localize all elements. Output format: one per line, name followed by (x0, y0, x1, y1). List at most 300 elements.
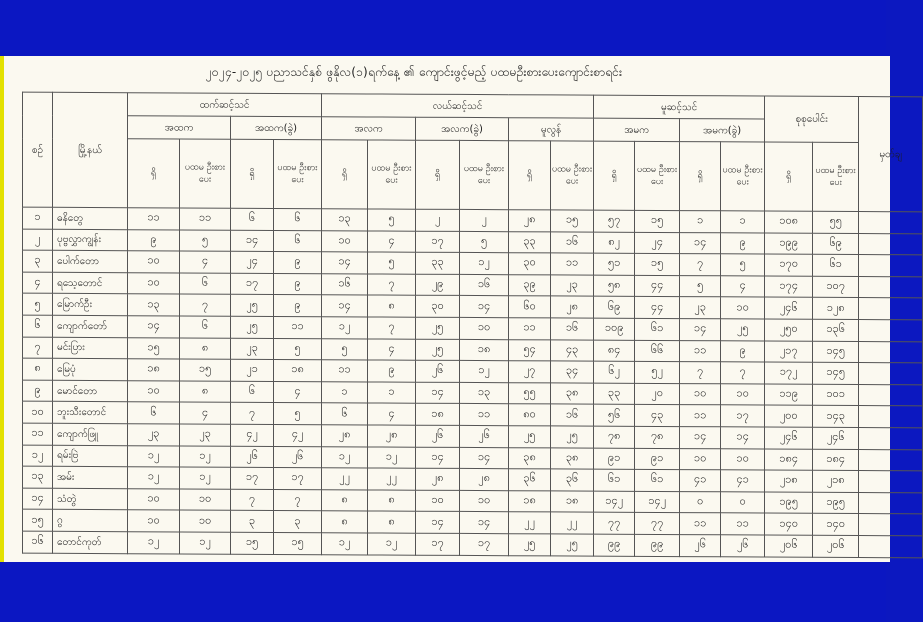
value-cell: ၉ (368, 360, 416, 382)
value-cell: ၇ (231, 403, 274, 425)
value-cell: ၁၇၄ (765, 276, 813, 298)
value-cell: ၁၄၂ (594, 491, 635, 513)
value-cell: ၁၁ (460, 404, 509, 426)
value-cell: ၁၄ (322, 295, 368, 317)
value-cell: ၂၄ (231, 251, 274, 273)
col-head-have: ရှိ (594, 141, 635, 210)
value-cell: ၁၁ (509, 318, 551, 340)
value-cell: ၁၄ (680, 232, 721, 254)
value-cell: ၁၁ (721, 513, 765, 535)
col-head-priority: ပထမ ဦးစား ပေး (460, 140, 509, 209)
value-cell: ၁၂၈ (813, 298, 859, 320)
header-sub-6: အမက (594, 118, 680, 141)
value-cell: ၂၅ (721, 319, 765, 341)
col-head-priority: ပထမ ဦးစား ပေး (635, 141, 680, 210)
value-cell: ၁၈ (460, 339, 509, 361)
township-name: တောင်ကုတ် (53, 531, 128, 553)
value-cell: ၁၄၂ (635, 491, 680, 513)
value-cell: ၂၈ (509, 210, 551, 232)
remarks-cell (859, 233, 923, 255)
value-cell: ၁၁ (322, 360, 368, 382)
value-cell: ၁၅ (231, 532, 274, 554)
value-cell: ၂၆ (721, 535, 765, 557)
value-cell: ၅ (368, 252, 416, 274)
remarks-cell (859, 492, 923, 514)
remarks-cell (859, 384, 923, 406)
value-cell: ၂၂ (368, 468, 416, 490)
value-cell: ၉ (274, 273, 322, 295)
value-cell: ၁၁ (680, 513, 721, 535)
value-cell: ၄ (368, 403, 416, 425)
value-cell: ၁၄ (231, 230, 274, 252)
value-cell: ၅ (368, 209, 416, 231)
value-cell: ၁၅ (128, 337, 180, 359)
header-no: စဉ် (23, 92, 53, 207)
row-number: ၁၀ (23, 401, 53, 423)
value-cell: ၉၉ (635, 534, 680, 556)
value-cell: ၁၀ (128, 488, 180, 510)
value-cell: ၁၄ (460, 296, 509, 318)
value-cell: ၃၄ (551, 361, 594, 383)
value-cell: ၁၇ (721, 405, 765, 427)
col-head-have: ရှိ (231, 139, 274, 208)
value-cell: ၂၁ (231, 359, 274, 381)
value-cell: ၁၁ (680, 405, 721, 427)
township-name: မြေပုံ (53, 358, 128, 380)
value-cell: ၁၂ (322, 317, 368, 339)
value-cell: ၁၅ (635, 254, 680, 276)
header-sub-5: မူလွန် (509, 118, 594, 141)
value-cell: ၉၁ (594, 448, 635, 470)
value-cell: ၀ (721, 492, 765, 514)
value-cell: ၁၄ (460, 512, 509, 534)
row-number: ၃ (23, 250, 53, 272)
value-cell: ၈ (180, 338, 231, 360)
value-cell: ၁၃ (460, 382, 509, 404)
value-cell: ၂၄၆ (765, 297, 813, 319)
value-cell: ၄၃ (635, 405, 680, 427)
value-cell: ၆ (128, 402, 180, 424)
row-number: ၇ (23, 337, 53, 359)
value-cell: ၁ (721, 211, 765, 233)
value-cell: ၄၄ (635, 297, 680, 319)
value-cell: ၂၆ (680, 534, 721, 556)
value-cell: ၂၅ (231, 316, 274, 338)
value-cell: ၁၂ (180, 445, 231, 467)
value-cell: ၂၁၈ (813, 470, 859, 492)
value-cell: ၁၁ (680, 340, 721, 362)
value-cell: ၁၉၉ (765, 233, 813, 255)
value-cell: ၅ (274, 338, 322, 360)
value-cell: ၁၄ (128, 316, 180, 338)
value-cell: ၇၈ (635, 426, 680, 448)
value-cell: ၆ (274, 208, 322, 230)
value-cell: ၆၉ (594, 297, 635, 319)
value-cell: ၈ (368, 490, 416, 512)
value-cell: ၂၈ (551, 296, 594, 318)
value-cell: ၁၈ (416, 404, 460, 426)
value-cell: ၆ (180, 273, 231, 295)
value-cell: ၁၇ (231, 467, 274, 489)
value-cell: ၆၁ (635, 318, 680, 340)
township-name: ကျောက်တော် (53, 315, 128, 337)
value-cell: ၁၄၅ (813, 362, 859, 384)
value-cell: ၆ (274, 230, 322, 252)
value-cell: ၁၀၈ (765, 211, 813, 233)
township-name: သံတွဲ (53, 488, 128, 510)
value-cell: ၁၀၁ (813, 384, 859, 406)
value-cell: ၁၀ (180, 510, 231, 532)
remarks-cell (859, 406, 923, 428)
value-cell: ၂၁၈ (765, 470, 813, 492)
value-cell: ၆ (231, 208, 274, 230)
value-cell: ၈ (368, 511, 416, 533)
value-cell: ၁၀ (180, 489, 231, 511)
row-number: ၉ (23, 380, 53, 402)
value-cell: ၁၄ (322, 252, 368, 274)
value-cell: ၉ (721, 232, 765, 254)
value-cell: ၁၄၅ (813, 341, 859, 363)
value-cell: ၃၈ (551, 383, 594, 405)
value-cell: ၃၈ (551, 447, 594, 469)
value-cell: ၁၄ (416, 382, 460, 404)
value-cell: ၉ (721, 340, 765, 362)
remarks-cell (859, 514, 923, 536)
value-cell: ၁၃ (128, 294, 180, 316)
township-name: ပေါက်တော (53, 250, 128, 272)
value-cell: ၅ (680, 275, 721, 297)
value-cell: ၉ (128, 229, 180, 251)
value-cell: ၉ (274, 295, 322, 317)
value-cell: ၁၇ (460, 533, 509, 555)
value-cell: ၁၀ (721, 384, 765, 406)
row-number: ၂ (23, 229, 53, 251)
value-cell: ၄ (721, 276, 765, 298)
remarks-cell (859, 276, 923, 298)
value-cell: ၉၉ (594, 534, 635, 556)
value-cell: ၂၄၆ (765, 427, 813, 449)
value-cell: ၇၇ (594, 512, 635, 534)
value-cell: ၂၀၀ (765, 405, 813, 427)
row-number: ၁၁ (23, 423, 53, 445)
value-cell: ၂၆ (460, 425, 509, 447)
value-cell: ၂၅ (551, 534, 594, 556)
value-cell: ၁၆ (460, 274, 509, 296)
value-cell: ၄၄ (635, 275, 680, 297)
header-extra: မှတ်ချ (859, 97, 923, 212)
remarks-cell (859, 449, 923, 471)
value-cell: ၂ (416, 209, 460, 231)
col-head-priority: ပထမ ဦးစား ပေး (551, 141, 594, 210)
value-cell: ၁၀ (128, 272, 180, 294)
value-cell: ၁၂ (128, 532, 180, 554)
school-table (22, 92, 923, 558)
value-cell: ၂၁၇ (765, 341, 813, 363)
township-name: ရမ်းဗြဲ (53, 445, 128, 467)
col-head-have: ရှိ (509, 141, 551, 210)
value-cell: ၈ (368, 295, 416, 317)
row-number: ၅ (23, 294, 53, 316)
value-cell: ၃၉ (509, 274, 551, 296)
remarks-cell (859, 471, 923, 493)
value-cell: ၂၅ (231, 295, 274, 317)
value-cell: ၅ (460, 231, 509, 253)
value-cell: ၇ (721, 362, 765, 384)
remarks-cell (859, 255, 923, 277)
value-cell: ၇ (274, 489, 322, 511)
row-number: ၁၂ (23, 445, 53, 467)
table-container (22, 92, 922, 567)
value-cell: ၂၀၆ (813, 535, 859, 557)
township-name: အမ်း (53, 466, 128, 488)
value-cell: ၁၅ (635, 210, 680, 232)
value-cell: ၄၁ (680, 470, 721, 492)
value-cell: ၈ (322, 489, 368, 511)
value-cell: ၁၂ (460, 253, 509, 275)
value-cell: ၁၀ (416, 490, 460, 512)
value-cell: ၁၈ (274, 360, 322, 382)
remarks-cell (859, 319, 923, 341)
value-cell: ၃၃ (509, 231, 551, 253)
value-cell: ၁၅ (274, 532, 322, 554)
value-cell: ၁၇၀ (765, 254, 813, 276)
value-cell: ၄၁ (721, 470, 765, 492)
township-name: ရသေ့တောင် (53, 272, 128, 294)
value-cell: ၅၂ (635, 362, 680, 384)
value-cell: ၄၃ (551, 339, 594, 361)
col-head-priority: ပထမ ဦးစား ပေး (274, 139, 322, 208)
value-cell: ၂၈ (416, 468, 460, 490)
header-sub-1: အထက (128, 116, 231, 140)
row-number: ၆ (23, 315, 53, 337)
value-cell: ၈၂ (594, 232, 635, 254)
row-number: ၄ (23, 272, 53, 294)
value-cell: ၃ (274, 511, 322, 533)
value-cell: ၆၀ (509, 296, 551, 318)
value-cell: ၂၅ (509, 426, 551, 448)
value-cell: ၁၉၅ (765, 492, 813, 514)
value-cell: ၁၂ (460, 361, 509, 383)
value-cell: ၁၄ (416, 512, 460, 534)
remarks-cell (859, 212, 923, 234)
col-head-have: ရှိ (322, 140, 368, 209)
value-cell: ၁၂ (128, 467, 180, 489)
value-cell: ၁၇ (416, 231, 460, 253)
value-cell: ၁၄ (680, 319, 721, 341)
value-cell: ၆၁ (594, 469, 635, 491)
value-cell: ၅ (721, 254, 765, 276)
value-cell: ၅၁ (594, 253, 635, 275)
value-cell: ၃၃ (594, 383, 635, 405)
value-cell: ၄ (368, 231, 416, 253)
value-cell: ၈ (180, 381, 231, 403)
value-cell: ၁၂ (368, 446, 416, 468)
value-cell: ၂၄၆ (813, 427, 859, 449)
remarks-cell (859, 363, 923, 385)
row-number: ၁၅ (23, 509, 53, 531)
value-cell: ၅ (274, 403, 322, 425)
value-cell: ၇ (368, 274, 416, 296)
value-cell: ၇ (680, 362, 721, 384)
value-cell: ၂၉ (416, 274, 460, 296)
remarks-cell (859, 341, 923, 363)
township-name: ကျောက်ဖြူ (53, 423, 128, 445)
value-cell: ၁၀ (128, 251, 180, 273)
value-cell: ၁၂ (322, 533, 368, 555)
value-cell: ၁၇ (274, 468, 322, 490)
value-cell: ၂၀ (635, 383, 680, 405)
value-cell: ၇ (231, 489, 274, 511)
value-cell: ၂၃ (551, 275, 594, 297)
col-head-priority: ပထမ ဦးစား ပေး (721, 142, 765, 211)
value-cell: ၂၅ (509, 534, 551, 556)
value-cell: ၁၁ (274, 316, 322, 338)
value-cell: ၆၆ (635, 340, 680, 362)
value-cell: ၃၀ (509, 253, 551, 275)
value-cell: ၄ (274, 381, 322, 403)
value-cell: ၆၉ (813, 233, 859, 255)
value-cell: ၂၆ (416, 360, 460, 382)
township-name: ဓနိတွေ (53, 207, 128, 229)
value-cell: ၂၃ (231, 338, 274, 360)
col-head-have: ရှိ (680, 142, 721, 211)
value-cell: ၁၄ (460, 447, 509, 469)
value-cell: ၂၆ (231, 446, 274, 468)
value-cell: ၂၈ (368, 425, 416, 447)
value-cell: ၆၁ (813, 254, 859, 276)
col-head-priority: ပထမ ဦးစား ပေး (180, 139, 231, 208)
value-cell: ၄ (180, 251, 231, 273)
value-cell: ၁၉၅ (813, 492, 859, 514)
value-cell: ၂၂ (322, 468, 368, 490)
value-cell: ၇ (680, 254, 721, 276)
value-cell: ၂၅ (551, 426, 594, 448)
value-cell: ၁၀ (128, 510, 180, 532)
value-cell: ၁၁၉ (765, 384, 813, 406)
value-cell: ၇ (180, 294, 231, 316)
value-cell: ၁ (680, 211, 721, 233)
value-cell: ၇ (368, 317, 416, 339)
value-cell: ၃ (231, 511, 274, 533)
col-head-have: ရှိ (765, 142, 813, 211)
value-cell: ၂၅၀ (765, 319, 813, 341)
value-cell: ၂၄ (635, 232, 680, 254)
value-cell: ၄ (368, 339, 416, 361)
value-cell: ၃၀ (416, 296, 460, 318)
value-cell: ၇၈ (594, 426, 635, 448)
township-name: မင်းပြား (53, 337, 128, 359)
value-cell: ၃၆ (509, 469, 551, 491)
col-head-priority: ပထမ ဦးစား ပေး (368, 140, 416, 209)
value-cell: ၁၁ (551, 253, 594, 275)
value-cell: ၂၃ (180, 424, 231, 446)
value-cell: ၀ (680, 491, 721, 513)
header-group-3: မူဆင့်သင် (594, 95, 765, 119)
header-group-1: ထက်ဆင့်သင် (128, 93, 322, 117)
document-title: ၂၀၂၄-၂၀၂၅ ပညာသင်နှစ် ဖွနိုလ(၁)ရက်နေ့ ၏ ကျောင်းဖွင့်မည့် ပထမဦးစားပေးကျောင်းစာရင်း (205, 65, 623, 79)
value-cell: ၁ (322, 381, 368, 403)
value-cell: ၂၈ (322, 425, 368, 447)
header-sub-4: အလက(ခွဲ) (416, 117, 509, 140)
row-number: ၁ (23, 207, 53, 229)
value-cell: ၄၂ (231, 424, 274, 446)
value-cell: ၁၂ (180, 467, 231, 489)
township-name: မြောက်ဦး (53, 294, 128, 316)
value-cell: ၅ (180, 230, 231, 252)
value-cell: ၁၃၆ (813, 319, 859, 341)
value-cell: ၁၀ (721, 297, 765, 319)
value-cell: ၁၆ (551, 318, 594, 340)
value-cell: ၁၂ (368, 533, 416, 555)
remarks-cell (859, 535, 923, 557)
table-row (23, 531, 923, 557)
value-cell: ၁၀ (680, 383, 721, 405)
value-cell: ၁၇ (416, 533, 460, 555)
value-cell: ၁၂ (180, 532, 231, 554)
value-cell: ၃၈ (509, 447, 551, 469)
value-cell: ၃၃ (416, 252, 460, 274)
value-cell: ၁၆ (551, 232, 594, 254)
value-cell: ၈၄ (594, 340, 635, 362)
col-head-have: ရှိ (416, 140, 460, 209)
value-cell: ၉ (274, 252, 322, 274)
value-cell: ၁၁ (128, 208, 180, 230)
value-cell: ၉၁ (635, 448, 680, 470)
header-total: စုစုပေါင်း (765, 96, 859, 142)
value-cell: ၂၈ (460, 469, 509, 491)
value-cell: ၅၈ (594, 275, 635, 297)
value-cell: ၆၁ (635, 469, 680, 491)
value-cell: ၂၃ (680, 297, 721, 319)
value-cell: ၁၀ (128, 380, 180, 402)
value-cell: ၂၀၆ (765, 535, 813, 557)
value-cell: ၁၀ (721, 448, 765, 470)
township-name: ပုဗ္ဗလွှာကျွန်း (53, 229, 128, 251)
value-cell: ၁၅ (180, 359, 231, 381)
value-cell: ၁၃ (322, 209, 368, 231)
value-cell: ၁၈ (128, 359, 180, 381)
value-cell: ၁၄ (416, 447, 460, 469)
value-cell: ၁၄ (721, 427, 765, 449)
value-cell: ၁၆ (551, 404, 594, 426)
value-cell: ၅၆ (594, 404, 635, 426)
value-cell: ၁၀၉ (594, 318, 635, 340)
value-cell: ၈၀ (509, 404, 551, 426)
value-cell: ၃၆ (551, 469, 594, 491)
value-cell: ၅၅ (813, 211, 859, 233)
value-cell: ၂၅ (416, 339, 460, 361)
value-cell: ၅ (322, 338, 368, 360)
header-sub-7: အမက(ခွဲ) (680, 119, 765, 142)
value-cell: ၂၂ (551, 512, 594, 534)
value-cell: ၁၀ (460, 317, 509, 339)
document-sheet (0, 56, 902, 562)
value-cell: ၆ (180, 316, 231, 338)
value-cell: ၂၅ (416, 317, 460, 339)
row-number: ၁၆ (23, 531, 53, 553)
value-cell: ၂၆ (274, 446, 322, 468)
row-number: ၈ (23, 358, 53, 380)
value-cell: ၁၁ (180, 208, 231, 230)
value-cell: ၅၅ (509, 382, 551, 404)
value-cell: ၁၇ (231, 273, 274, 295)
township-name: မောင်တော (53, 380, 128, 402)
value-cell: ၁၀ (460, 490, 509, 512)
header-township: မြို့နယ် (53, 92, 128, 207)
bottom-blue-band (0, 562, 886, 622)
value-cell: ၁၂ (322, 446, 368, 468)
value-cell: ၂ (460, 209, 509, 231)
